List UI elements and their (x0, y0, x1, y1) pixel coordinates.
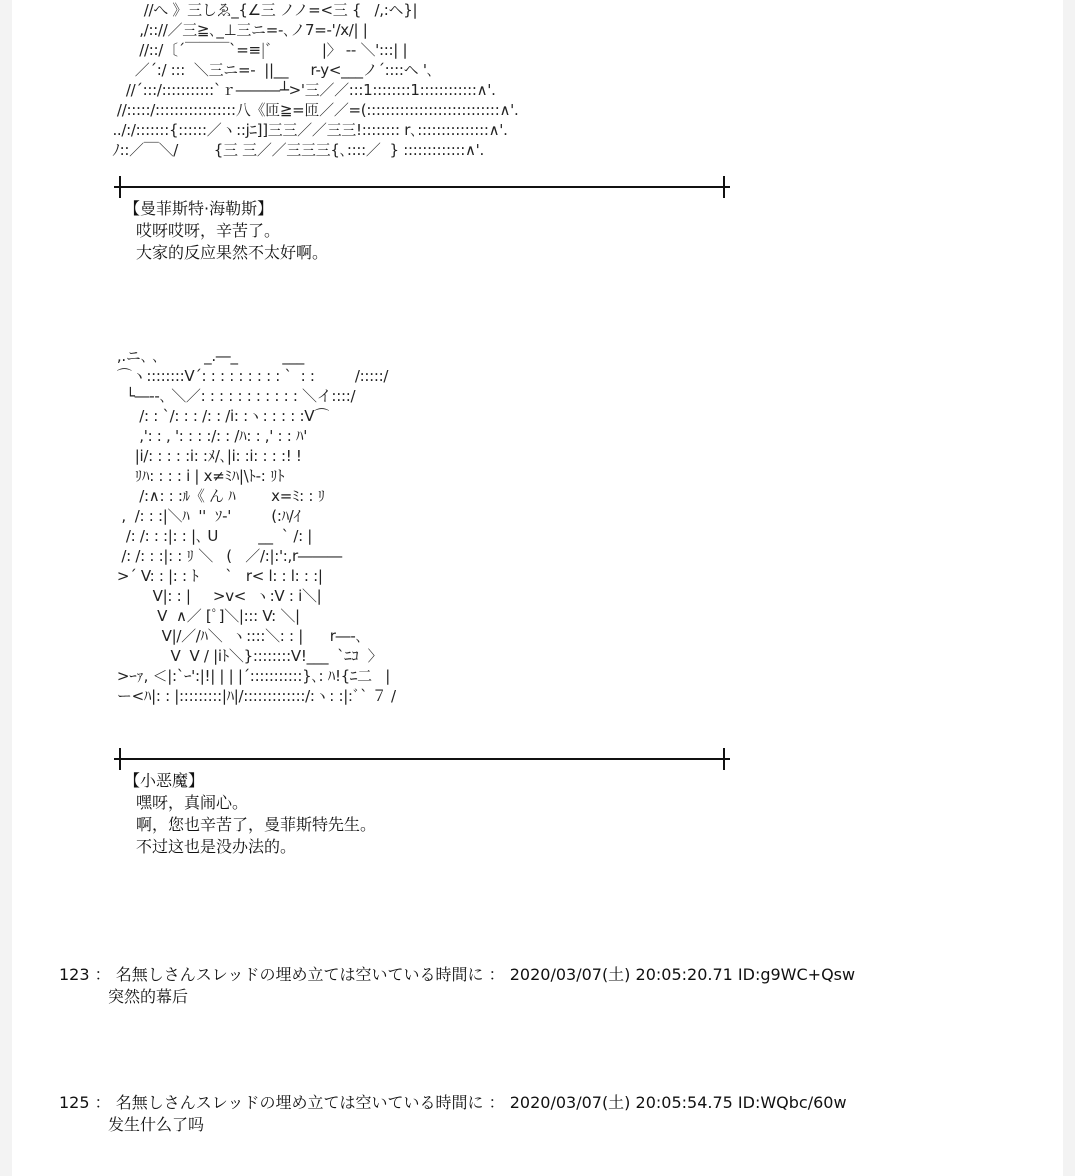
speaker-name: 【小恶魔】 (124, 771, 205, 790)
divider-left-tick (119, 748, 121, 770)
divider-left-tick (119, 176, 121, 198)
dialog-line: 嘿呀，真闹心。 (136, 793, 249, 812)
right-gutter (1063, 0, 1075, 1176)
ascii-art-mephisto: //へ 》三しゑ_{∠三 ノノ=<三 { /,:ヘ}| ,/:://／三≧､_⊥三ニ=-､ノ7=-'/x/| | //::/〔´￣￣￣`=≡|ﾞ |〉 -- ＼':::| | ／´:/ ::: ＼三ニ=- ||__ r-y<___ノ´::::ヘ '､ //´:::/:::::::::::`ｒ―――┴>'三／／:::1::::::::1::::::::::::∧'. //:::::/:::::::::::::::::八《匝≧=匝／／=(::::::::::::::::::::::::::::∧'. ../:/:::::::{::::::／ヽ::jﾆ]]三三／／三三!:::::::: r､:::::::::::::::∧'. ﾉ::／￣＼/ {三 三／／三三三{､::::／ } :::::::::::::∧'. (112, 1, 519, 159)
divider-rule (114, 758, 730, 760)
dialog-line: 不过这也是没办法的。 (136, 837, 297, 856)
post-header-123: 123 ： 名無しさんスレッドの埋め立ては空いている時間に ： 2020/03/07(土) 20:05:20.71 ID:g9WC+Qsw (59, 965, 856, 984)
panel-divider (114, 748, 730, 770)
dialog-line: 哎呀哎呀，辛苦了。 (136, 221, 281, 240)
divider-right-tick (723, 176, 725, 198)
page-canvas (12, 0, 1063, 1176)
divider-right-tick (723, 748, 725, 770)
dialog-line: 啊，您也辛苦了，曼菲斯特先生。 (136, 815, 377, 834)
ascii-art-little-devil: ,.ニ､ ､ _.―_ ___ ⌒ヽ::::::::V´: : : : : : : : : ` : : /:::::/ └―--､ ＼／: : : : : : : : : : : ＼イ::::/ /: : `/: : : /: : /i: :ヽ: : : : :V⌒ ,': : , ': : : :/: : /ﾊ: : ,' : : ﾊ' |i/: : : : :i: :ﾒ/､|i: :i: : : :! ! ﾘﾊ: : : : i | x≠ﾐﾊ|\ﾄ-: ﾘﾄ /:∧: : :ﾙ《 ん ﾊ x=ﾐ: : ﾘ , /: : :|＼ﾊ '' ｿ-' (:ﾊ/ｲ /: /: : :|: : |､ U __ ` /: | /: /: : :|: : ﾘ ＼ ( ／/:|:':,r――― >´ V: : |: : ﾄ ` r< l: : l: : :| V|: : | >v< ヽ:V : i＼| V ∧／ [ﾟ]＼|::: V: ＼| V|/／/ﾊ＼ ヽ::::＼: : | r―-､ V V / |iﾄ＼}::::::::V!___ `ﾆｺ 〉 >ｰｧ, ＜|:`ｰ':|!| | | |´:::::::::::}､: ﾊ!{ﾆ二 | ー<ﾊ|: : |:::::::::|ﾊ|/:::::::::::::/:ヽ: :|:ﾞ` ７ / (116, 347, 396, 705)
panel-divider (114, 176, 730, 198)
dialog-line: 大家的反应果然不太好啊。 (136, 243, 329, 262)
post-body-123: 突然的幕后 (108, 987, 189, 1006)
speaker-name: 【曼菲斯特·海勒斯】 (124, 199, 274, 218)
divider-rule (114, 186, 730, 188)
post-body-125: 发生什么了吗 (108, 1115, 205, 1134)
post-header-125: 125 ： 名無しさんスレッドの埋め立ては空いている時間に ： 2020/03/07(土) 20:05:54.75 ID:WQbc/60w (59, 1093, 847, 1112)
